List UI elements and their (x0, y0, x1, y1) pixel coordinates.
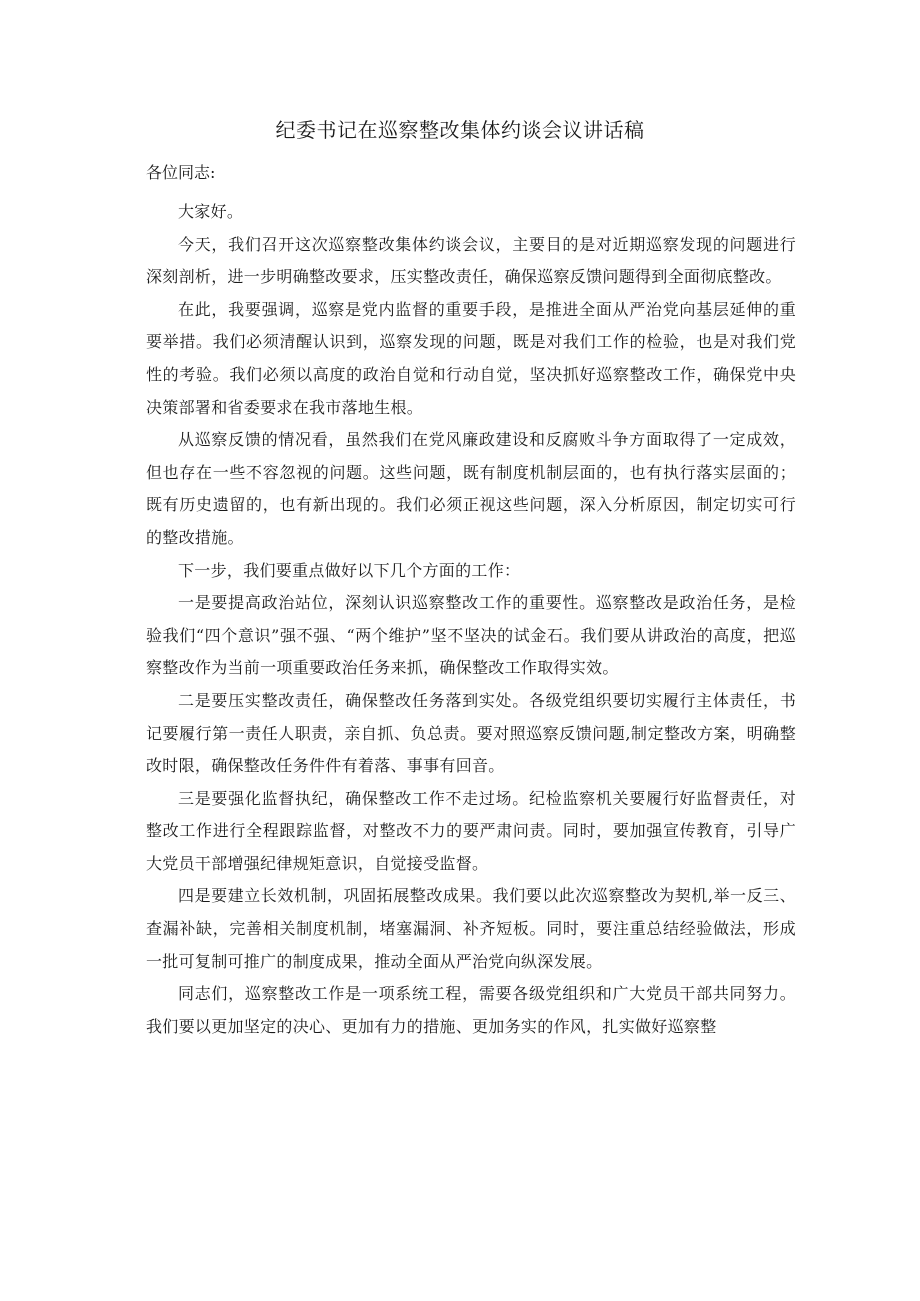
paragraph-point-two: 二是要压实整改责任，确保整改任务落到实处。各级党组织要切实履行主体责任，书记要履行第一责任人职责，亲自抓、负总责。要对照巡察反馈问题,制定整改方案，明确整改时限，确保整改任务件件有着落、事事有回音。 (146, 690, 796, 776)
paragraph-findings: 从巡察反馈的情况看，虽然我们在党风廉政建设和反腐败斗争方面取得了一定成效，但也存在一些不容忽视的问题。这些问题，既有制度机制层面的，也有执行落实层面的；既有历史遗留的，也有新出现的。我们必须正视这些问题，深入分析原因，制定切实可行的整改措施。 (146, 430, 796, 547)
salutation: 各位同志: (146, 163, 216, 182)
paragraph-closing: 同志们，巡察整改工作是一项系统工程，需要各级党组织和广大党员干部共同努力。我们要以更加坚定的决心、更加有力的措施、更加务实的作风，扎实做好巡察整 (146, 984, 796, 1036)
paragraph-point-four: 四是要建立长效机制，巩固拓展整改成果。我们要以此次巡察整改为契机,举一反三、查漏补缺，完善相关制度机制，堵塞漏洞、补齐短板。同时，要注重总结经验做法，形成一批可复制可推广的制度成果，推动全面从严治党向纵深发展。 (146, 886, 796, 971)
paragraph-point-one: 一是要提高政治站位，深刻认识巡察整改工作的重要性。巡察整改是政治任务，是检验我们“四个意识”强不强、“两个维护”坚不坚决的试金石。我们要从讲政治的高度，把巡察整改作为当前一项重要政治任务来抓，确保整改工作取得实效。 (146, 593, 796, 678)
paragraph-point-three: 三是要强化监督执纪，确保整改工作不走过场。纪检监察机关要履行好监督责任，对整改工作进行全程跟踪监督，对整改不力的要严肃问责。同时，要加强宣传教育，引导广大党员干部增强纪律规矩意识，自觉接受监督。 (146, 788, 796, 873)
paragraph-next-steps: 下一步，我们要重点做好以下几个方面的工作： (178, 560, 521, 580)
paragraph-purpose: 今天，我们召开这次巡察整改集体约谈会议，主要目的是对近期巡察发现的问题进行深刻剖析，进一步明确整改要求，压实整改责任，确保巡察反馈问题得到全面彻底整改。 (146, 234, 796, 287)
paragraph-emphasis: 在此，我要强调，巡察是党内监督的重要手段，是推进全面从严治党向基层延伸的重要举措。我们必须清醒认识到，巡察发现的问题，既是对我们工作的检验，也是对我们党性的考验。我们必须以高度的政治自觉和行动自觉，坚决抓好巡察整改工作，确保党中央决策部署和省委要求在我市落地生根。 (146, 299, 796, 417)
document-title: 纪委书记在巡察整改集体约谈会议讲话稿 (275, 118, 645, 142)
document-body (146, 196, 796, 1043)
paragraph-greeting: 大家好。 (178, 202, 244, 221)
